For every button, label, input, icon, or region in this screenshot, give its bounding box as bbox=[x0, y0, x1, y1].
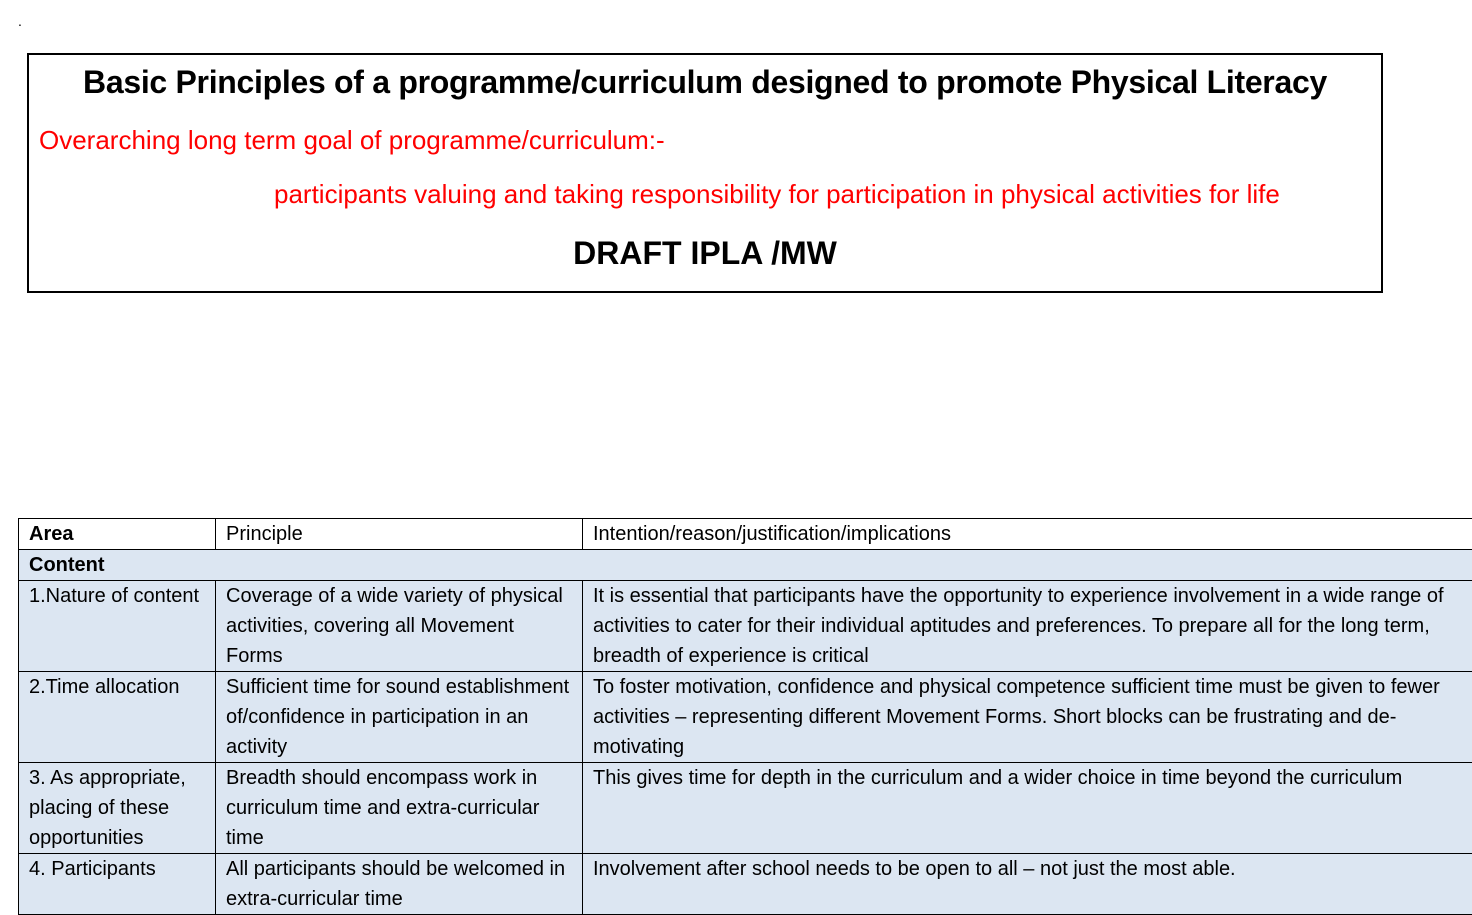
principles-table bbox=[18, 518, 1472, 915]
table-row bbox=[19, 763, 1472, 854]
header-intention: Intention/reason/justification/implications bbox=[583, 519, 1472, 550]
title-box bbox=[27, 53, 1383, 293]
goal-label: Overarching long term goal of programme/curriculum:- bbox=[39, 123, 665, 157]
row-principle: Sufficient time for sound establishment of/confidence in participation in an activity bbox=[216, 672, 583, 763]
row-principle: All participants should be welcomed in extra-curricular time bbox=[216, 854, 583, 915]
table-row bbox=[19, 672, 1472, 763]
table-row bbox=[19, 854, 1472, 915]
goal-statement: participants valuing and taking responsibility for participation in physical activities for life bbox=[274, 177, 1280, 211]
section-content-label: Content bbox=[19, 550, 1472, 581]
row-area: 4. Participants bbox=[19, 854, 216, 915]
row-intention: This gives time for depth in the curriculum and a wider choice in time beyond the curriculum bbox=[583, 763, 1472, 854]
header-principle: Principle bbox=[216, 519, 583, 550]
document-title: Basic Principles of a programme/curriculum designed to promote Physical Literacy bbox=[29, 62, 1381, 102]
table-row bbox=[19, 581, 1472, 672]
page-marker: . bbox=[18, 14, 22, 28]
row-area: 2.Time allocation bbox=[19, 672, 216, 763]
row-principle: Coverage of a wide variety of physical activities, covering all Movement Forms bbox=[216, 581, 583, 672]
section-row bbox=[19, 550, 1472, 581]
header-area: Area bbox=[19, 519, 216, 550]
row-area: 3. As appropriate, placing of these opportunities bbox=[19, 763, 216, 854]
row-intention: Involvement after school needs to be open to all – not just the most able. bbox=[583, 854, 1472, 915]
draft-label: DRAFT IPLA /MW bbox=[29, 233, 1381, 273]
row-area: 1.Nature of content bbox=[19, 581, 216, 672]
row-principle: Breadth should encompass work in curriculum time and extra-curricular time bbox=[216, 763, 583, 854]
row-intention: To foster motivation, confidence and physical competence sufficient time must be given to fewer activities – representing different Movement Forms. Short blocks can be frustrating and de-motivating bbox=[583, 672, 1472, 763]
row-intention: It is essential that participants have the opportunity to experience involvement in a wide range of activities to cater for their individual aptitudes and preferences. To prepare all for the long term, breadth of experience is critical bbox=[583, 581, 1472, 672]
table-header-row bbox=[19, 519, 1472, 550]
